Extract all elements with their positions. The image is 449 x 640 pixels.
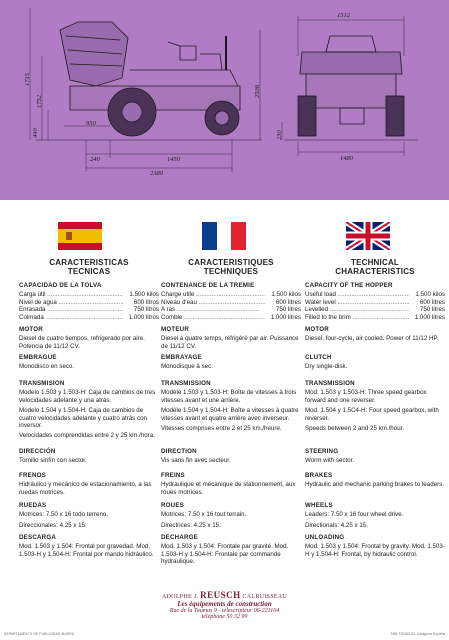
dealer-address: Rue de la Taumas 9 - télescripteur 06-221164 [169, 608, 280, 614]
brakes-section [161, 472, 301, 499]
column-spanish [19, 258, 159, 558]
hopper-section [161, 282, 301, 321]
brakes-text: Hydraulique et mécanique de stationnement, aux roues motrices. [161, 481, 296, 496]
unloading-section [305, 534, 445, 561]
transmission-text-1: Modelo 1.503 y 1.503-H: Caja de cambios de tres velocidades adelante y una atrás. [19, 389, 156, 404]
transmission-section [305, 380, 445, 435]
hopper-heading: CAPACIDAD DE LA TOLVA [19, 282, 102, 289]
unloading-text: Mod. 1.503 y 1.504: Frontale par gravité. Mod. 1.503-H y 1.504-H: Frontale par commande hydraulique. [161, 543, 289, 566]
fine-print-right: SSB FONDEOS Zaragoza España [390, 632, 445, 636]
dealer-phone-line [0, 614, 449, 620]
transmission-text-3: Vitesses comprises entre 2 et 25 km./heure. [161, 425, 282, 433]
transmission-text-2: Mod. 1.504 y 1.5C4-H: Four speed gearbox, with reverser. [305, 407, 439, 422]
transmission-text-3: Velocidades comprendidas entre 2 y 25 km./hora. [19, 432, 155, 440]
wheels-text-2: Directrices: 4.25 x 15. [161, 521, 221, 529]
unloading-section [19, 534, 159, 561]
transmission-heading: TRANSMISSION [161, 380, 211, 387]
dim-height-cab: 1752 [36, 95, 43, 108]
spec-row: A ras ..... 750 litres [161, 306, 301, 313]
transmission-text-2: Modèle 1.504 y 1.504-H: Boîte a vitesses à quatre vitesses avant et quatre arrière avec inverseur. [161, 407, 299, 422]
dealer-phone: 50 32 99 [226, 614, 248, 620]
transmission-heading: TRANSMISION [19, 380, 65, 387]
clutch-text: Monodisco en seco. [19, 363, 75, 371]
dim-length: 2380 [150, 170, 163, 177]
unloading-text: Mod. 1.503 y 1.504: Frontal by gravity. Mod. 1.503-H y 1.504-H: Frontal, by hidraulic control. [305, 543, 445, 558]
spain-flag [58, 222, 102, 250]
dealer-brand: REUSCH [200, 590, 241, 600]
brakes-section [305, 472, 445, 492]
dealer-stamp [0, 590, 449, 620]
spec-row: Filled to the brim ..... 1.000 litres [305, 314, 445, 321]
dim-height-low: 440 [32, 128, 39, 138]
clutch-heading: EMBRAGUE [19, 354, 57, 361]
spec-row: Carga útil ..... 1.500 kilos [19, 291, 159, 298]
motor-text: Diesel, four-cycle, air cooled. Power of 11/12 HP. [305, 335, 439, 343]
column-english [305, 258, 445, 558]
steering-section [19, 448, 159, 468]
wheels-section [161, 502, 301, 532]
spec-row: Colmada ..... 1.000 litros [19, 314, 159, 321]
dumper-blueprint [0, 0, 449, 200]
dealer-name-line [0, 590, 449, 600]
unloading-heading: UNLOADING [305, 534, 345, 541]
steering-heading: STEERING [305, 448, 339, 455]
unloading-text: Mod. 1.503 y 1.504: Frontal por gravedad. Mod. 1.503-H y 1.504-H: Frontal por mando hidráulico. [19, 543, 154, 558]
wheels-heading: WHEELS [305, 502, 333, 509]
clutch-heading: CLUTCH [305, 354, 332, 361]
dim-overhang: 240 [90, 156, 100, 163]
brakes-heading: BRAKES [305, 472, 333, 479]
wheels-text-2: Direccionales: 4.25 x 15. [19, 521, 87, 529]
column-title: TECHNICAL CHARACTERISTICS [335, 258, 415, 276]
fine-print-left: DEPARTAMENTO DE PUBLICIDAD MUREA [4, 632, 75, 636]
wheels-text-1: Motrices: 7.50 x 16 tout terrain. [161, 511, 247, 519]
dim-width-top: 1512 [337, 12, 350, 19]
wheels-section [19, 502, 159, 532]
brakes-text: Hydraulic and mechanic parking brakes to leaders. [305, 481, 444, 489]
spec-row: Useful load ..... 1.500 kilos [305, 291, 445, 298]
motor-heading: MOTEUR [161, 326, 190, 333]
technical-drawing [0, 0, 449, 200]
transmission-section [19, 380, 159, 443]
wheels-text-2: Directionals: 4.25 x 15. [305, 521, 368, 529]
brakes-text: Hidráulico y mecánico de estacionamiento, a las ruedas motrices. [19, 481, 152, 496]
dim-height-right: 2508 [254, 85, 261, 98]
motor-section [305, 326, 445, 346]
unloading-heading: DESCARGA [19, 534, 57, 541]
motor-heading: MOTOR [19, 326, 43, 333]
steering-text: Worm with sector. [305, 457, 355, 465]
transmission-text-1: Modèle 1.503 y 1.503-H: Boîte de vitesses à trois vitesses avant et une arrière. [161, 389, 297, 404]
clutch-text: Monodisque à sec. [161, 363, 213, 371]
steering-section [305, 448, 445, 468]
steering-text: Vis sans fin avec secteur. [161, 457, 231, 465]
transmission-text-3: Speeds between 2 and 25 km./hour. [305, 425, 405, 433]
clutch-section [305, 354, 445, 374]
dealer-phone-label: téléphone [201, 614, 225, 620]
dealer-tagline: Les équipements de construction [177, 600, 272, 608]
hopper-heading: CAPACITY OF THE HOPPER [305, 282, 393, 289]
brakes-heading: FREINS [161, 472, 185, 479]
unloading-heading: DECHARGE [161, 534, 199, 541]
steering-heading: DIRECTION [161, 448, 197, 455]
steering-section [161, 448, 301, 468]
spec-row: Levelled ..... 750 litres [305, 306, 445, 313]
motor-text: Diesel de cuatro tiempos, refrigerado por aire. Potencia de 11/12 CV. [19, 335, 145, 350]
uk-flag [346, 222, 390, 250]
transmission-section [161, 380, 301, 435]
wheels-heading: ROUES [161, 502, 185, 509]
dim-clearance: 230 [276, 130, 283, 140]
dealer-first-name: ADOLPHE J. [161, 594, 199, 600]
spec-row: Enrasada ..... 750 litros [19, 306, 159, 313]
wheels-text-1: Motrices: 7.50 x 16 todo terreno. [19, 511, 109, 519]
column-title: CARACTERISTIQUES TECHNIQUES [188, 258, 274, 276]
transmission-text-2: Modelo 1.504 y 1.504-H. Caja de cambios de cuatro velocidades adelante y cuatro atrás con inversor. [19, 407, 147, 430]
clutch-section [19, 354, 159, 374]
clutch-section [161, 354, 301, 374]
dealer-city: CALRUISSEAU [242, 594, 288, 600]
clutch-text: Dry single-disk. [305, 363, 348, 371]
transmission-heading: TRANSMISSION [305, 380, 355, 387]
wheels-section [305, 502, 445, 532]
clutch-heading: EMBRAYAGE [161, 354, 202, 361]
spec-row: Comble ..... 1.000 litres [161, 314, 301, 321]
transmission-text-1: Mod. 1.503 y 1.503-H: Three speed gearbox forward and one reverser. [305, 389, 427, 404]
wheels-heading: RUEDAS [19, 502, 47, 509]
wheels-text-1: Leaders: 7.50 x 16 four wheel drive. [305, 511, 404, 519]
motor-section [161, 326, 301, 353]
spec-row: Niveau d'eau ..... 600 litres [161, 299, 301, 306]
motor-section [19, 326, 159, 353]
dim-height-total: 1715 [24, 73, 31, 86]
spec-row: Charge utile ..... 1.500 kilos [161, 291, 301, 298]
column-french [161, 258, 301, 566]
france-flag [202, 222, 246, 250]
dim-wheelbase: 1450 [167, 156, 180, 163]
motor-text: Diesel à quatre temps, réfrigéré par air. Puissance de 11/12 CV. [161, 335, 299, 350]
motor-heading: MOTOR [305, 326, 329, 333]
spec-row: Nivel de agua ..... 600 litros [19, 299, 159, 306]
column-title: CARACTERISTICAS TECNICAS [49, 258, 129, 276]
dim-wheel-front: 950 [86, 120, 96, 127]
hopper-section [305, 282, 445, 321]
brakes-section [19, 472, 159, 499]
dim-width-bottom: 1480 [340, 155, 353, 162]
spec-row: Water level ..... 600 litres [305, 299, 445, 306]
hopper-section [19, 282, 159, 321]
brakes-heading: FRENOS [19, 472, 46, 479]
hopper-heading: CONTENANCE DE LA TREMIE [161, 282, 255, 289]
steering-heading: DIRECCIÓN [19, 448, 56, 455]
unloading-section [161, 534, 301, 569]
steering-text: Tornillo sinfín con sector. [19, 457, 87, 465]
